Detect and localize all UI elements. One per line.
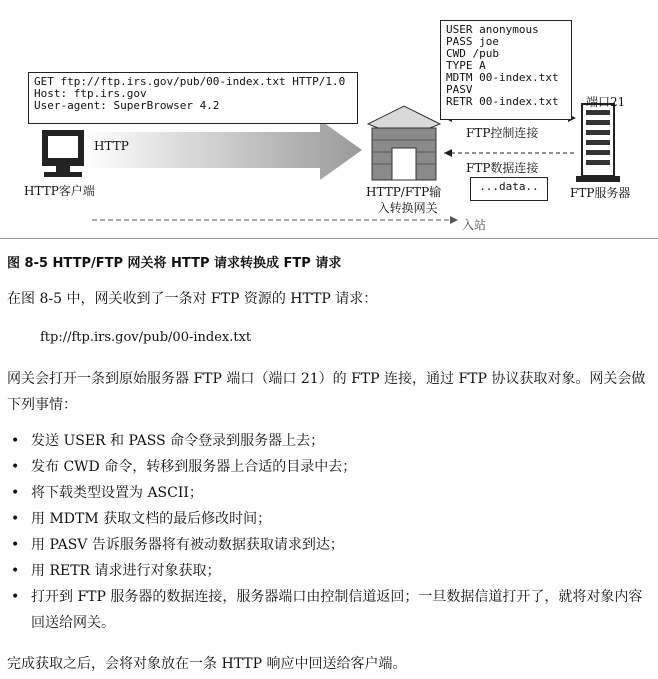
- figure-caption: 图 8-5 HTTP/FTP 网关将 HTTP 请求转换成 FTP 请求: [7, 256, 342, 271]
- http-label: HTTP: [94, 139, 129, 153]
- data-box: ...data..: [470, 177, 548, 201]
- list-item: • 打开到 FTP 服务器的数据连接，服务器端口由控制信道返回；一旦数据信道打开了，就将对象内容回送给网关。: [7, 584, 652, 636]
- list-item: • 发布 CWD 命令，转移到服务器上合适的目录中去；: [7, 454, 652, 480]
- gateway-label-line1: HTTP/FTP输: [366, 185, 442, 199]
- ftp-server-label: FTP服务器: [570, 186, 631, 200]
- http-client-label: HTTP客户端: [24, 184, 95, 198]
- list-item: • 用 MDTM 获取文档的最后修改时间；: [7, 506, 652, 532]
- list-item: • 将下载类型设置为 ASCII；: [7, 480, 652, 506]
- gateway-label: [366, 184, 441, 216]
- list-item: • 用 RETR 请求进行对象获取；: [7, 558, 652, 584]
- gateway-icon: [368, 106, 440, 180]
- client-computer-icon: [42, 130, 84, 177]
- ftp-data-label: FTP数据连接: [466, 161, 539, 175]
- inbound-label: 入站: [462, 218, 487, 232]
- paragraph-intro: 在图 8-5 中，网关收到了一条对 FTP 资源的 HTTP 请求：: [7, 291, 378, 307]
- figure-8-5: [0, 0, 658, 240]
- port-label: 端口21: [586, 95, 626, 109]
- figure-divider: [0, 238, 658, 239]
- ftp-commands-box: USER anonymous PASS joe CWD /pub TYPE A MDTM 00-index.txt PASV RETR 00-index.txt: [440, 20, 572, 120]
- ftp-server-icon: [576, 104, 620, 182]
- list-item: • 用 PASV 告诉服务器将有被动数据获取请求到达；: [7, 532, 652, 558]
- gateway-label-line2: 入转换网关: [377, 201, 438, 215]
- ftp-control-label: FTP控制连接: [466, 126, 539, 140]
- url-text: ftp://ftp.irs.gov/pub/00-index.txt: [40, 330, 252, 345]
- action-list: [7, 428, 652, 636]
- paragraph-conclusion: 完成获取之后，会将对象放在一条 HTTP 响应中回送给客户端。: [7, 656, 407, 672]
- http-request-box: GET ftp://ftp.irs.gov/pub/00-index.txt HTTP/1.0 Host: ftp.irs.gov User-agent: SuperBrowser 4.2: [28, 72, 358, 124]
- paragraph-gateway-actions: 网关会打开一条到原始服务器 FTP 端口（端口 21）的 FTP 连接，通过 FTP 协议获取对象。网关会做下列事情：: [7, 371, 646, 413]
- list-item: • 发送 USER 和 PASS 命令登录到服务器上去；: [7, 428, 652, 454]
